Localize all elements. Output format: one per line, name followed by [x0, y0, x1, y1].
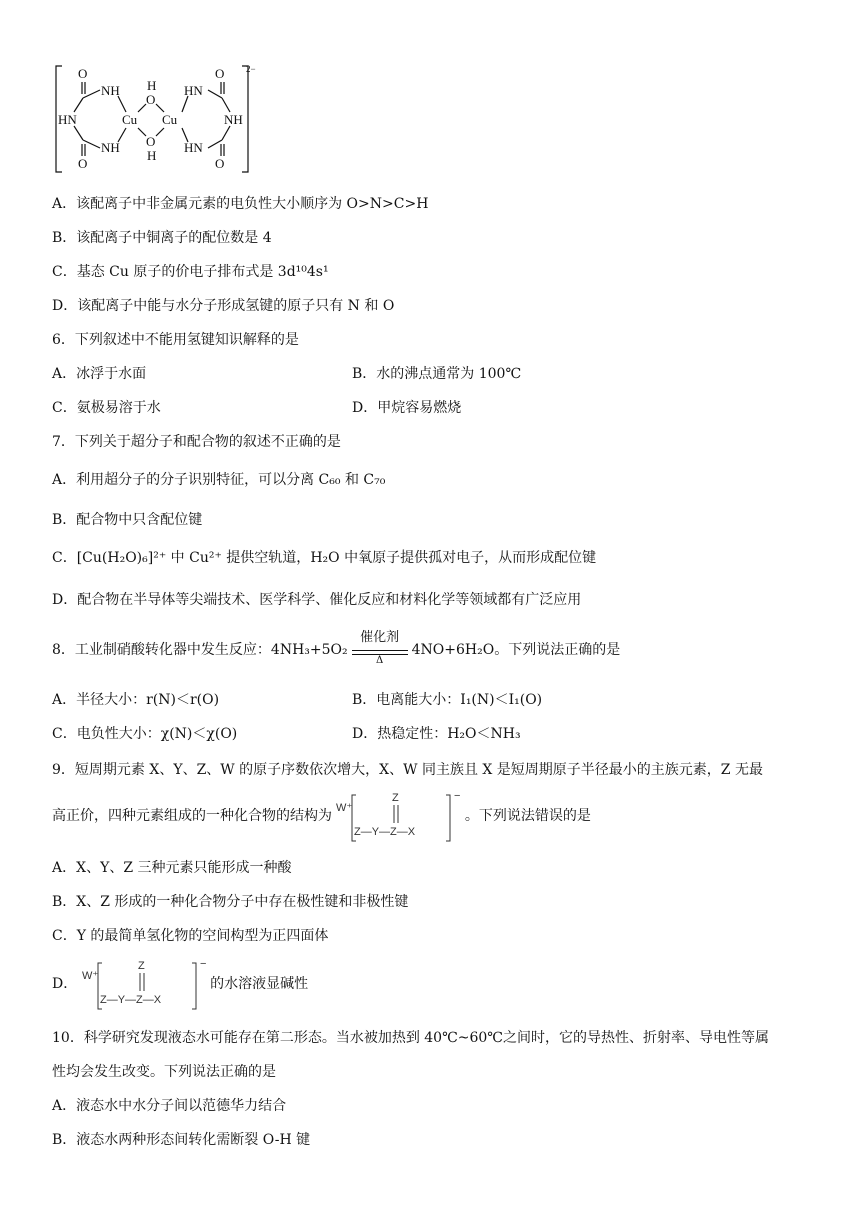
complex-formula: [Cu(H₂O)₆]²⁺ — [76, 550, 167, 566]
option-text: 的水溶液显碱性 — [210, 976, 309, 992]
q8-stem — [52, 630, 620, 670]
structure-atom: NH — [224, 112, 243, 127]
structure-atom: HN — [58, 112, 77, 127]
compound-structure — [82, 957, 206, 1011]
q7-option-b: B．配合物中只含配位键 — [52, 512, 203, 528]
q6-option-d: D．甲烷容易燃烧 — [352, 400, 462, 416]
structure-atom: HN — [184, 83, 203, 98]
structure-atom: O — [78, 66, 88, 81]
structure-charge: − — [454, 790, 461, 802]
q6-option-b: B．水的沸点通常为 100℃ — [352, 366, 522, 382]
structure-atom: NH — [101, 140, 120, 155]
q6-stem: 6．下列叙述中不能用氢键知识解释的是 — [52, 332, 299, 348]
compound-structure — [336, 789, 460, 843]
option-label: D． — [52, 976, 78, 992]
water-formula: H₂O — [310, 550, 340, 566]
copper-complex-structure — [52, 60, 262, 178]
q10-stem-line2: 性均会发生改变。下列说法正确的是 — [52, 1064, 276, 1080]
q9-option-a: A．X、Y、Z 三种元素只能形成一种酸 — [52, 860, 292, 876]
q9-option-b: B．X、Z 形成的一种化合物分子中存在极性键和非极性键 — [52, 894, 409, 910]
q8-option-c: C．电负性大小：χ(N)＜χ(O) — [52, 726, 238, 742]
z-atom: Z — [137, 960, 145, 972]
stem-text: 高正价，四种元素组成的一种化合物的结构为 — [52, 808, 332, 824]
q7-stem: 7．下列关于超分子和配合物的叙述不正确的是 — [52, 434, 341, 450]
q9-stem-line2 — [52, 788, 591, 844]
structure-atom: O — [146, 92, 156, 107]
w-ion: W⁺ — [81, 970, 98, 982]
q10-stem-line1: 10．科学研究发现液态水可能存在第二形态。当水被加热到 40℃~60℃之间时，它的导热性、折射率、导电性等属 — [52, 1030, 769, 1046]
structure-atom: NH — [101, 83, 120, 98]
catalyst-label: 催化剂 — [360, 630, 400, 645]
q6-option-a: A．冰浮于水面 — [52, 366, 147, 382]
q7-option-d: D．配合物在半导体等尖端技术、医学科学、催化反应和材料化学等领域都有广泛应用 — [52, 592, 582, 608]
structure-atom: H — [147, 78, 157, 93]
q9-option-c: C．Y 的最简单氢化物的空间构型为正四面体 — [52, 928, 329, 944]
structure-atom: HN — [184, 140, 203, 155]
q5-option-c: C．基态 Cu 原子的价电子排布式是 3d¹⁰4s¹ — [52, 264, 329, 280]
option-label: C． — [52, 550, 77, 566]
structure-atom: O — [146, 134, 156, 149]
q10-option-b: B．液态水两种形态间转化需断裂 O-H 键 — [52, 1132, 311, 1148]
structure-atom: O — [78, 156, 88, 171]
q5-option-a: A．该配离子中非金属元素的电负性大小顺序为 O>N>C>H — [52, 196, 429, 212]
option-text: 中 Cu²⁺ 提供空轨道， — [166, 550, 311, 566]
q5-option-d: D．该配离子中能与水分子形成氢键的原子只有 N 和 O — [52, 298, 395, 314]
structure-atom: Cu — [162, 112, 178, 127]
q10-option-a: A．液态水中水分子间以范德华力结合 — [52, 1098, 287, 1114]
w-ion: W⁺ — [336, 802, 353, 814]
stem-text: 4NO+6H₂O。下列说法正确的是 — [411, 642, 621, 658]
structure-chain: Z—Y—Z—X — [99, 994, 161, 1006]
q8-option-d: D．热稳定性：H₂O＜NH₃ — [352, 726, 521, 742]
stem-text: 。下列说法错误的是 — [464, 808, 591, 824]
q7-option-c — [52, 548, 596, 568]
q5-option-b: B．该配离子中铜离子的配位数是 4 — [52, 230, 272, 246]
q6-option-c: C．氨极易溶于水 — [52, 400, 161, 416]
stem-text: 8．工业制硝酸转化器中发生反应：4NH₃+5O₂ — [52, 642, 348, 658]
reaction-condition — [350, 630, 410, 670]
structure-atom: O — [215, 66, 225, 81]
q7-option-a: A．利用超分子的分子识别特征，可以分离 C₆₀ 和 C₇₀ — [52, 472, 386, 488]
q8-option-a: A．半径大小：r(N)＜r(O) — [52, 692, 220, 708]
z-atom: Z — [392, 792, 400, 804]
structure-atom: O — [215, 156, 225, 171]
option-text: 中氧原子提供孤对电子，从而形成配位键 — [339, 550, 597, 566]
structure-atom: H — [147, 148, 157, 163]
q9-stem-line1: 9．短周期元素 X、Y、Z、W 的原子序数依次增大，X、W 同主族且 X 是短周期原子半径最小的主族元素，Z 无最 — [52, 762, 763, 778]
q9-option-d — [52, 956, 308, 1012]
heat-symbol: Δ — [376, 655, 384, 666]
q8-option-b: B．电离能大小：I₁(N)＜I₁(O) — [352, 692, 543, 708]
structure-atom: Cu — [122, 112, 138, 127]
structure-charge: − — [199, 958, 206, 970]
structure-chain: Z—Y—Z—X — [354, 826, 416, 838]
structure-charge: 2− — [246, 64, 256, 74]
